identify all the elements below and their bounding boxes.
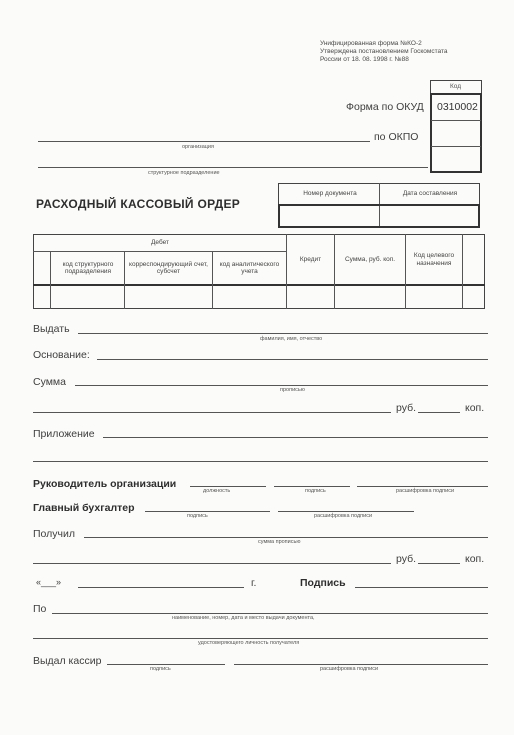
director-signature-field[interactable] (274, 486, 350, 487)
signature-label: Подпись (300, 577, 346, 589)
chief-signature-field[interactable] (145, 511, 270, 512)
division-line (38, 167, 428, 168)
cashier-decoding-field[interactable] (234, 664, 488, 665)
director-decoding-field[interactable] (357, 486, 488, 487)
issue-field[interactable] (78, 333, 488, 334)
id-document-field-2[interactable] (33, 638, 488, 639)
code-header: Код (450, 83, 462, 90)
basis-label: Основание: (33, 349, 90, 361)
amount-field-2[interactable] (33, 412, 391, 413)
debit-header: Дебет (151, 239, 169, 247)
director-position-caption: должность (203, 488, 231, 494)
id-caption: удостоверяющего личность получателя (198, 640, 300, 646)
received-field-2[interactable] (33, 563, 391, 564)
amount-label: Сумма (33, 376, 66, 388)
kop-field[interactable] (418, 412, 460, 413)
okud-value: 0310002 (437, 101, 478, 113)
cashier-signature-field[interactable] (107, 664, 225, 665)
id-document-field[interactable] (52, 613, 488, 614)
amount-field[interactable] (75, 385, 488, 386)
cashier-label: Выдал кассир (33, 655, 102, 667)
date-field[interactable] (78, 587, 244, 588)
corr-account-cell[interactable] (125, 286, 211, 308)
doc-date-cell[interactable] (381, 205, 479, 227)
issue-caption: фамилия, имя, отчество (260, 336, 323, 342)
received-caption: сумма прописью (258, 539, 301, 545)
cashier-decoding-caption: расшифровка подписи (320, 666, 379, 672)
purpose-code-header: Код целевого назначения (413, 252, 455, 267)
okpo-label: по ОКПО (374, 131, 419, 143)
director-decoding-caption: расшифровка подписи (396, 488, 455, 494)
chief-decoding-field[interactable] (278, 511, 414, 512)
amount-caption: прописью (280, 387, 305, 393)
chief-decoding-caption: расшифровка подписи (314, 513, 373, 519)
director-position-field[interactable] (190, 486, 266, 487)
received-kop-field[interactable] (418, 563, 460, 564)
analytic-code-cell[interactable] (213, 286, 285, 308)
purpose-code-cell[interactable] (406, 286, 461, 308)
rub-label: руб. (396, 402, 417, 414)
organization-line (38, 141, 370, 142)
analytic-code-header: код аналитического учета (219, 260, 280, 275)
corr-account-header: корреспондирующий счет, субсчет (129, 260, 208, 275)
form-number-line: Унифицированная форма №КО-2 (320, 40, 422, 47)
attachment-field[interactable] (103, 437, 488, 438)
cashier-signature-caption: подпись (150, 666, 171, 672)
division-caption: структурное подразделение (148, 170, 220, 176)
chief-signature-caption: подпись (187, 513, 208, 519)
director-label: Руководитель организации (33, 478, 177, 490)
okud-label: Форма по ОКУД (346, 101, 424, 113)
issue-label: Выдать (33, 323, 70, 335)
received-field[interactable] (84, 537, 488, 538)
doc-number-header: Номер документа (303, 190, 357, 198)
by-caption: наименование, номер, дата и место выдачи документа, (172, 615, 315, 621)
organization-caption: организация (182, 144, 214, 150)
approval-line: Утверждена постановлением Госкомстата (320, 48, 448, 55)
chief-accountant-label: Главный бухгалтер (33, 502, 135, 514)
date-prefix: «___» (36, 577, 62, 587)
recipient-signature-field[interactable] (355, 587, 488, 588)
sum-header: Сумма, руб. коп. (344, 255, 396, 263)
received-rub-label: руб. (396, 553, 417, 565)
division-code-cell[interactable] (51, 286, 123, 308)
doc-date-header: Дата составления (402, 190, 458, 198)
kop-label: коп. (465, 402, 485, 414)
page-title: РАСХОДНЫЙ КАССОВЫЙ ОРДЕР (36, 197, 241, 211)
division-code-header: код структурного подразделения (62, 260, 114, 275)
doc-number-cell[interactable] (279, 205, 378, 227)
credit-header: Кредит (299, 255, 322, 263)
basis-field[interactable] (97, 359, 488, 360)
attachment-label: Приложение (33, 428, 95, 440)
sum-cell[interactable] (335, 286, 404, 308)
by-label: По (33, 603, 47, 615)
director-signature-caption: подпись (305, 488, 326, 494)
approval-date-line: России от 18. 08. 1998 г. №88 (320, 56, 409, 63)
credit-cell[interactable] (287, 286, 333, 308)
received-kop-label: коп. (465, 553, 485, 565)
received-label: Получил (33, 528, 75, 540)
attachment-field-2[interactable] (33, 461, 488, 462)
year-suffix: г. (251, 577, 257, 589)
